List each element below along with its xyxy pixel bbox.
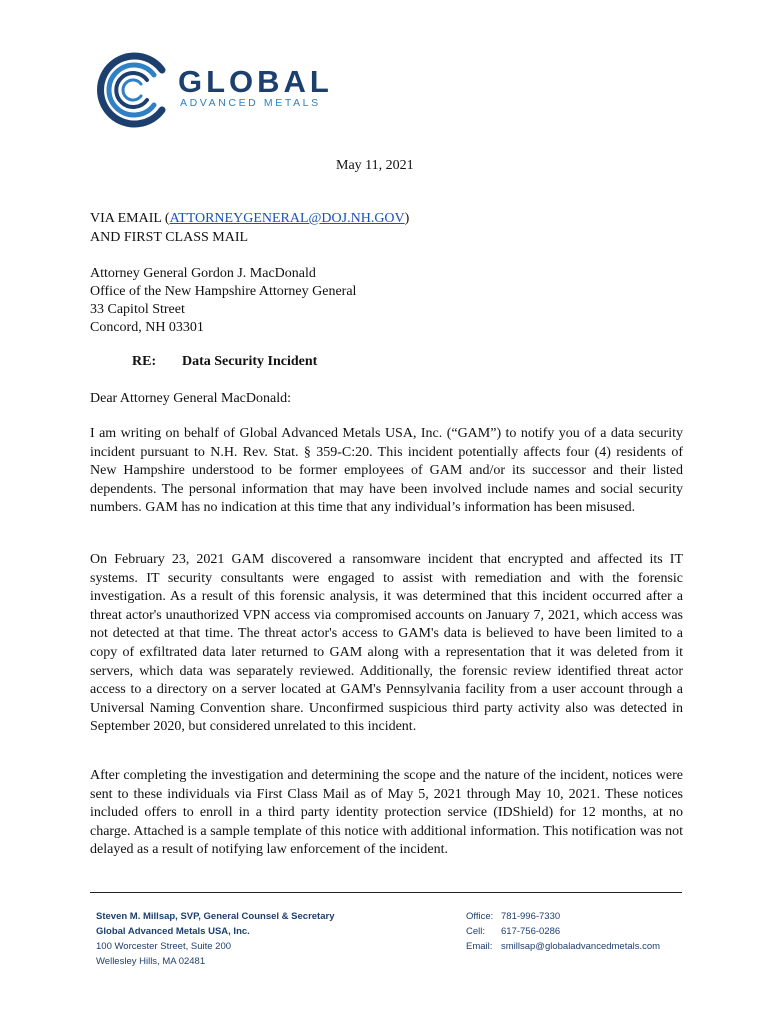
body-paragraph-1: I am writing on behalf of Global Advanced Metals USA, Inc. (“GAM”) to notify you of a data security incident pursuant to N.H. Rev. Stat. § 359-C:20. This incident potentially affects four (4) residents of New Hampshire understood to be former employees of GAM and/or its successor and their listed dependents. The personal information that may have been involved include names and social security numbers. GAM has no indication at this time that any individual’s information has been misused.	[90, 426, 683, 516]
delivery-method-email	[90, 210, 409, 228]
recipient-office: Office of the New Hampshire Attorney General	[90, 284, 357, 299]
office-phone: 781-996-7330	[501, 911, 561, 922]
recipient-name: Attorney General Gordon J. MacDonald	[90, 266, 316, 281]
via-prefix: VIA EMAIL (	[90, 211, 170, 226]
re-subject: Data Security Incident	[182, 354, 318, 369]
logo-tagline: ADVANCED METALS	[180, 97, 321, 109]
recipient-city: Concord, NH 03301	[90, 320, 204, 335]
footer-company: Global Advanced Metals USA, Inc.	[96, 926, 250, 937]
recipient-street: 33 Capitol Street	[90, 302, 185, 317]
via-suffix: )	[404, 211, 410, 226]
footer-street: 100 Worcester Street, Suite 200	[96, 941, 232, 952]
office-label: Office:	[466, 911, 494, 922]
body-paragraph-2: On February 23, 2021 GAM discovered a ransomware incident that encrypted and affected its IT systems. IT security consultants were engaged to assist with remediation and with the forensic investigation. As a result of this forensic analysis, it was determined that this incident occurred after a threat actor's unauthorized VPN access via compromised accounts on January 7, 2021, which access was not detected at that time. The threat actor's access to GAM's data is believed to have been limited to a copy of exfiltrated data later returned to GAM along with a representation that it was deleted from it servers, which data was separately reviewed. Additionally, the forensic review identified threat actor access to a directory on a server located at GAM's Pennsylvania facility from a user account through a Universal Naming Convention share. Unconfirmed suspicious third party activity also was detected in September 2020, but considered unrelated to this incident.	[90, 552, 683, 735]
re-label: RE:	[132, 354, 157, 369]
footer-sender-block	[96, 909, 334, 969]
cell-phone: 617-756-0286	[501, 926, 561, 937]
logo-wordmark: GLOBAL	[178, 64, 333, 99]
footer-divider	[90, 892, 682, 893]
footer-email-link[interactable]: smillsap@globaladvancedmetals.com	[501, 941, 661, 952]
attorney-general-email-link[interactable]: ATTORNEYGENERAL@DOJ.NH.GOV	[169, 211, 405, 226]
email-label: Email:	[466, 941, 493, 952]
letter-date: May 11, 2021	[336, 158, 414, 173]
salutation: Dear Attorney General MacDonald:	[90, 391, 291, 406]
company-logo	[92, 50, 352, 130]
footer-sender: Steven M. Millsap, SVP, General Counsel & Secretary	[96, 911, 335, 922]
body-paragraph-3: After completing the investigation and determining the scope and the nature of the incident, notices were sent to these individuals via First Class Mail as of May 5, 2021 through May 10, 2021. These notices included offers to enroll in a third party identity protection service (IDShield) for 12 months, at no charge. Attached is a sample template of this notice with additional information. This notification was not delayed as a result of notifying law enforcement of the incident.	[90, 768, 683, 858]
logo-swirl-icon	[92, 50, 172, 130]
delivery-method-mail: AND FIRST CLASS MAIL	[90, 230, 249, 245]
footer-city: Wellesley Hills, MA 02481	[96, 956, 206, 967]
footer-contact-block	[466, 909, 660, 954]
cell-label: Cell:	[466, 926, 486, 937]
